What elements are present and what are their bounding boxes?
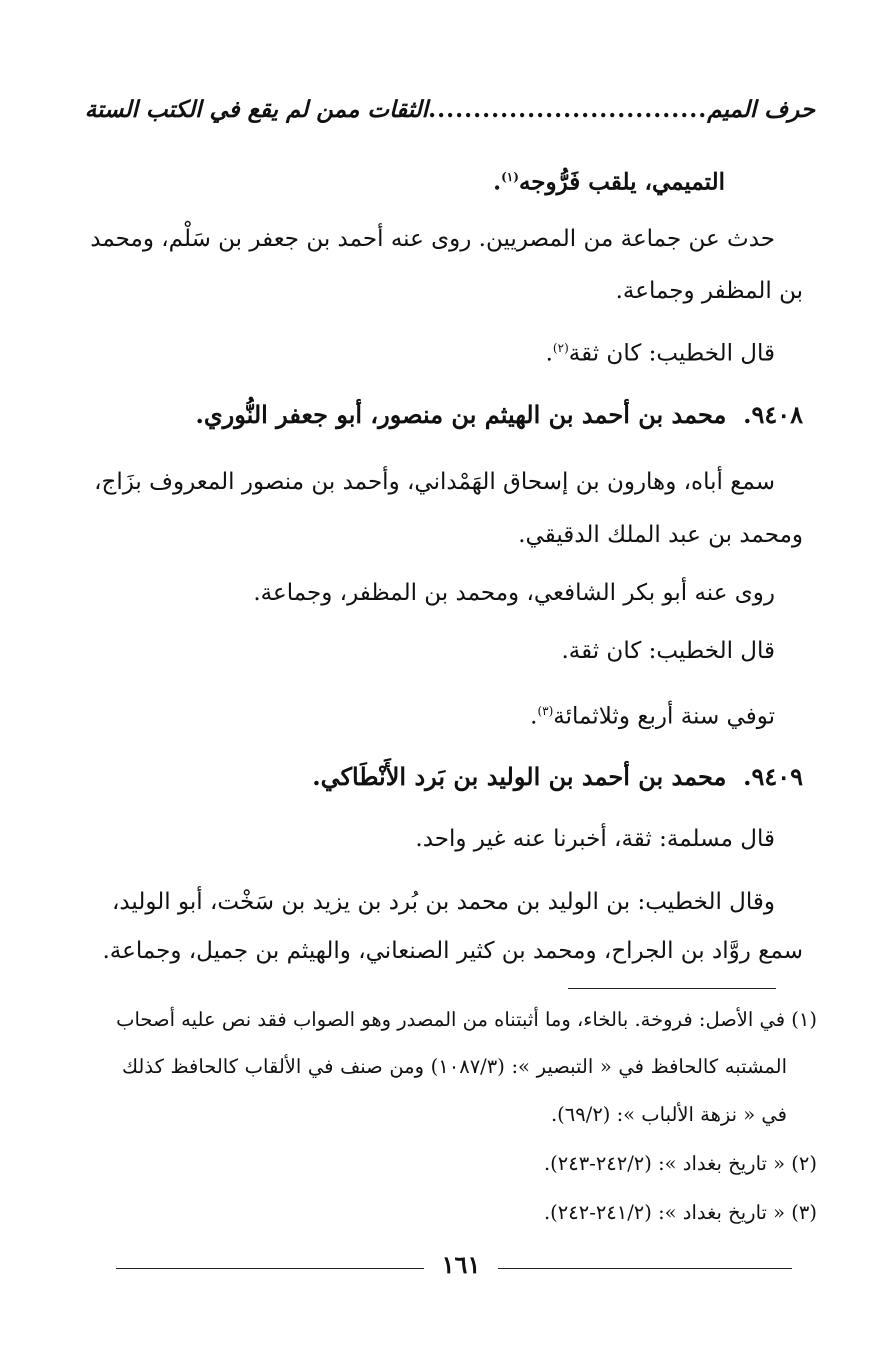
body-line: وقال الخطيب: بن الوليد بن محمد بن بُرد بن يزيد بن سَخْت، أبو الوليد،: [111, 889, 775, 915]
body-line: قال الخطيب: كان ثقة.: [561, 638, 775, 664]
footnote-1-line: (١) في الأصل: فروخة. بالخاء، وما أثبتناه من المصدر وهو الصواب فقد نص عليه أصحاب: [116, 1008, 817, 1031]
text-span: .: [493, 168, 502, 196]
body-line: بن المظفر وجماعة.: [615, 278, 803, 304]
text-span: التميمي، يلقب فَرُّوجه: [518, 168, 725, 196]
text-span: قال الخطيب: كان ثقة: [568, 340, 775, 367]
footnote-ref-3[interactable]: (٣): [537, 704, 554, 718]
text-span: .: [530, 703, 538, 730]
continued-entry-line: [493, 160, 725, 200]
body-line: حدث عن جماعة من المصريين. روى عنه أحمد بن جعفر بن سَلْم، ومحمد: [90, 226, 775, 252]
body-line: [546, 331, 775, 371]
running-header-leader: ...............................: [428, 96, 708, 123]
body-line: سمع أباه، وهارون بن إسحاق الهَمْداني، وأحمد بن منصور المعروف بزَاج،: [94, 469, 775, 495]
body-line: سمع روَّاد بن الجراح، ومحمد بن كثير الصنعاني، والهيثم بن جميل، وجماعة.: [102, 938, 803, 964]
footnote-separator: [568, 988, 776, 989]
running-header-book-title: الثقات ممن لم يقع في الكتب الستة: [84, 96, 429, 123]
body-line: روى عنه أبو بكر الشافعي، ومحمد بن المظفر، وجماعة.: [253, 580, 775, 606]
text-span: .: [545, 340, 553, 367]
text-span: توفي سنة أربع وثلاثمائة: [553, 703, 775, 730]
footnote-ref-1[interactable]: (١): [501, 170, 519, 184]
entry-heading-9408: [195, 398, 803, 432]
body-line: قال مسلمة: ثقة، أخبرنا عنه غير واحد.: [415, 826, 775, 852]
footnote-1-line: المشتبه كالحافظ في « التبصير »: (١٠٨٧/٣) ومن صنف في الألقاب كالحافظ كذلك: [122, 1055, 787, 1078]
footnote-2: (٢) « تاريخ بغداد »: (٢٤٢/٢-٢٤٣).: [543, 1152, 817, 1175]
entry-number: ٩٤٠٩.: [743, 762, 803, 791]
page-number: ١٦١: [441, 1250, 481, 1279]
folio-rule-left: [116, 1268, 424, 1269]
entry-number: ٩٤٠٨.: [743, 400, 803, 429]
running-header: [84, 96, 815, 132]
running-header-chapter: حرف الميم: [707, 96, 815, 123]
body-line: [530, 694, 775, 734]
entry-title: محمد بن أحمد بن الهيثم بن منصور، أبو جعفر النُّوري.: [195, 400, 727, 429]
footnote-3: (٣) « تاريخ بغداد »: (٢٤١/٢-٢٤٢).: [543, 1201, 817, 1224]
entry-title: محمد بن أحمد بن الوليد بن بَرد الأَنْطَاكي.: [312, 762, 727, 791]
body-line: ومحمد بن عبد الملك الدقيقي.: [518, 522, 803, 548]
footnote-1-line: في « نزهة الألباب »: (٦٩/٢).: [550, 1103, 787, 1126]
footnote-ref-2[interactable]: (٢): [552, 341, 569, 355]
folio-rule-right: [498, 1268, 792, 1269]
entry-heading-9409: [312, 760, 803, 794]
